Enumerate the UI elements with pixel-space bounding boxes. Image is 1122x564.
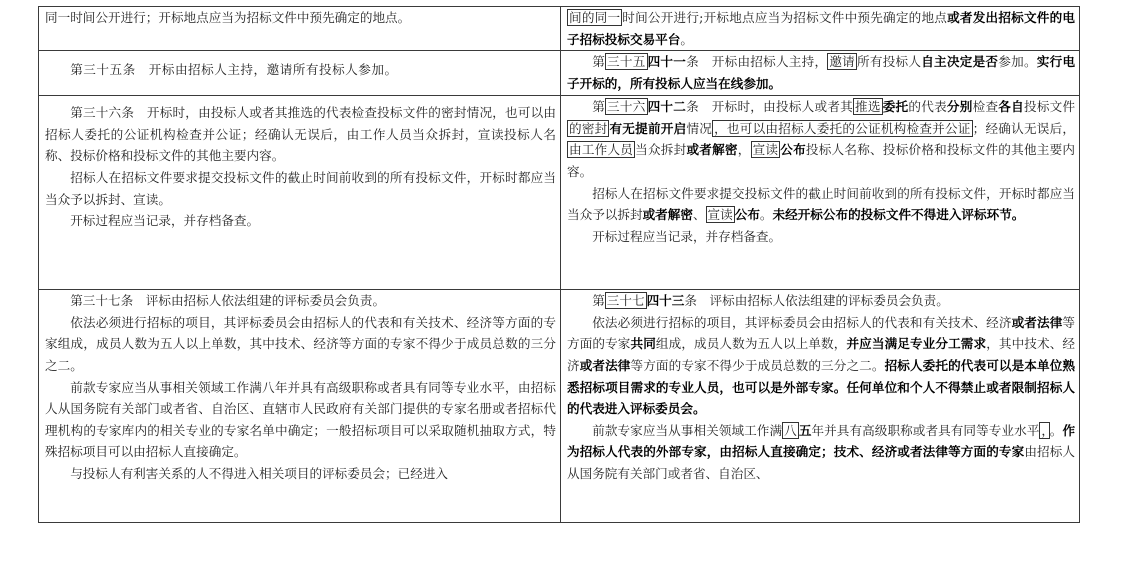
deleted-text-box: 三十七 <box>606 293 645 309</box>
deleted-text-box: 三十六 <box>607 99 646 115</box>
added-text: 委托 <box>882 99 909 115</box>
original-text-cell <box>39 96 561 290</box>
added-text: 分别 <box>946 99 973 115</box>
text-span: ，其中技术、经济 <box>567 336 1076 373</box>
added-text: 四十一 <box>647 54 687 70</box>
text-span: 条 评标由招标人依法组建的评标委员会负责。 <box>684 293 949 309</box>
added-text: 未经开标公布的投标文件不得进入评标环节。 <box>772 207 1025 223</box>
text-span: 前款专家应当从事相关领域工作满 <box>592 422 783 438</box>
paragraph: 开标过程应当记录，并存档备查。 <box>592 228 782 244</box>
article-heading: 第三十七条 评标由招标人依法组建的评标委员会负责。 <box>70 293 386 309</box>
added-text: 五 <box>798 422 812 438</box>
text-span: 由招标人从国务院有关部门或者省、自治区、 <box>567 444 1076 481</box>
added-text: 共同 <box>630 336 656 352</box>
text-span: 招标人在招标文件要求提交投标文件的截止时间前收到的所有投标文件，开标时都应当当众予以拆封 <box>567 185 1075 223</box>
revised-text-cell <box>561 290 1080 523</box>
added-text: 有无提前开启 <box>609 120 687 136</box>
text-span: 条 开标由招标人主持， <box>686 54 828 70</box>
text-span: 。 <box>1049 422 1063 438</box>
paragraph: 同一时间公开进行；开标地点应当为招标文件中预先确定的地点。 <box>45 10 411 25</box>
original-text-cell <box>39 7 561 51</box>
added-text: 自主决定是否 <box>921 54 999 70</box>
text-span: 第 <box>592 99 606 115</box>
deleted-text-box: 由工作人员 <box>569 142 634 158</box>
paragraph <box>567 96 1075 182</box>
paragraph: 与投标人有利害关系的人不得进入相关项目的评标委员会；已经进入 <box>70 465 448 481</box>
paragraph <box>567 7 1075 50</box>
table-row <box>39 96 1080 290</box>
deleted-text-box: 邀请 <box>829 54 856 70</box>
revised-text-cell <box>561 96 1080 290</box>
text-span: ；经确认无误后， <box>972 120 1076 136</box>
paragraph <box>567 420 1075 485</box>
text-span: 所有投标人 <box>857 54 922 70</box>
paragraph: 招标人在招标文件要求提交投标文件的截止时间前收到的所有投标文件，开标时都应当当众予以拆封、宣读。 <box>45 169 556 207</box>
deleted-text-box: 三十五 <box>607 54 646 70</box>
deleted-text-box: 宣读 <box>707 207 733 223</box>
comparison-table <box>38 6 1080 523</box>
text-span: 等方面的专家不得少于成员总数的三分之二。 <box>630 357 885 373</box>
added-text: 或者法律 <box>579 357 631 373</box>
text-span: 检查 <box>972 99 999 115</box>
deleted-text-box: 间的同一 <box>569 10 621 25</box>
table-row <box>39 51 1080 96</box>
added-text: 招标人委托的代表可以是本单位熟悉招标项目需求的专业人员，也可以是外部专家。任何单位和个人不得禁止或者限制招标人的代表进入评标委员会。 <box>567 357 1076 417</box>
text-span: 组成，成员人数为五人以上单数， <box>655 336 847 352</box>
added-text: 四十三 <box>646 293 685 309</box>
deleted-text-box: ，也可以由招标人委托的公证机构检查并公证 <box>714 120 971 136</box>
text-span: 第 <box>592 293 605 309</box>
paragraph <box>567 183 1075 226</box>
deleted-text-box: 的密封 <box>569 120 608 136</box>
deleted-text-box: 推选 <box>855 99 881 115</box>
article-heading <box>567 290 1075 312</box>
text-span: 、 <box>692 207 706 223</box>
added-text: 或者解密 <box>642 207 693 223</box>
revised-text-cell <box>561 7 1080 51</box>
original-text-cell <box>39 51 561 96</box>
text-span: 条 开标时，由投标人或者其 <box>686 99 854 115</box>
text-span: 投标人名称、投标价格和投标文件的其他主要内容。 <box>567 142 1076 179</box>
added-text: 公布 <box>734 207 760 223</box>
text-span: 时间公开进行;开标地点应当为招标文件中预先确定的地点 <box>622 10 948 25</box>
text-span: 等方面的专家 <box>567 314 1076 352</box>
table-row <box>39 7 1080 51</box>
revised-text-cell <box>561 51 1080 96</box>
text-span: 参加。 <box>998 54 1037 70</box>
text-span: 。 <box>680 31 693 47</box>
paragraph <box>567 312 1075 420</box>
added-text: 并应当满足专业分工需求 <box>846 336 987 352</box>
text-span: 。 <box>759 207 773 223</box>
deleted-text-box: 宣读 <box>752 142 779 158</box>
deleted-text-box: ， <box>1041 422 1048 438</box>
added-text: 各自 <box>998 99 1024 115</box>
text-span: ， <box>737 142 751 158</box>
text-span: 的代表 <box>908 99 947 115</box>
paragraph: 依法必须进行招标的项目，其评标委员会由招标人的代表和有关技术、经济等方面的专家组成，成员人数为五人以上单数，其中技术、经济等方面的专家不得少于成员总数的三分之二。 <box>45 314 556 373</box>
text-span: 情况 <box>686 120 713 136</box>
original-text-cell <box>39 290 561 523</box>
text-span: 投标文件 <box>1023 99 1076 115</box>
added-text: 公布 <box>780 142 806 158</box>
paragraph: 前款专家应当从事相关领域工作满八年并具有高级职称或者具有同等专业水平，由招标人从国务院有关部门或者省、自治区、直辖市人民政府有关部门提供的专家名册或者招标代理机构的专家库内的相关专业的专家名单中确定；一般招标项目可以采取随机抽取方式，特殊招标项目可以由招标人直接确定。 <box>45 379 556 460</box>
added-text: 四十二 <box>647 99 687 115</box>
paragraph: 第三十六条 开标时，由投标人或者其推选的代表检查投标文件的密封情况，也可以由招标人委托的公证机构检查并公证；经确认无误后，由工作人员当众拆封，宣读投标人名称、投标价格和投标文件的其他主要内容。 <box>45 105 556 164</box>
paragraph <box>567 51 1075 94</box>
added-text: 或者解密 <box>686 142 738 158</box>
text-span: 年并具有高级职称或者具有同等专业水平 <box>811 422 1040 438</box>
text-span: 当众拆封 <box>635 142 687 158</box>
paragraph: 开标过程应当记录，并存档备查。 <box>70 213 260 229</box>
text-span: 依法必须进行招标的项目，其评标委员会由招标人的代表和有关技术、经济 <box>592 314 1012 330</box>
added-text: 实行电子开标的，所有投标人应当在线参加。 <box>567 54 1076 91</box>
added-text: 或者发出招标文件的电子招标投标交易平台 <box>567 10 1076 47</box>
table-row <box>39 290 1080 523</box>
deleted-text-box: 八 <box>784 422 797 438</box>
text-span: 第 <box>592 54 606 70</box>
article-heading: 第三十五条 开标由招标人主持，邀请所有投标人参加。 <box>70 62 398 78</box>
added-text: 作为招标人代表的外部专家，由招标人直接确定；技术、经济或者法律等方面的专家 <box>567 422 1076 460</box>
added-text: 或者法律 <box>1011 314 1063 330</box>
